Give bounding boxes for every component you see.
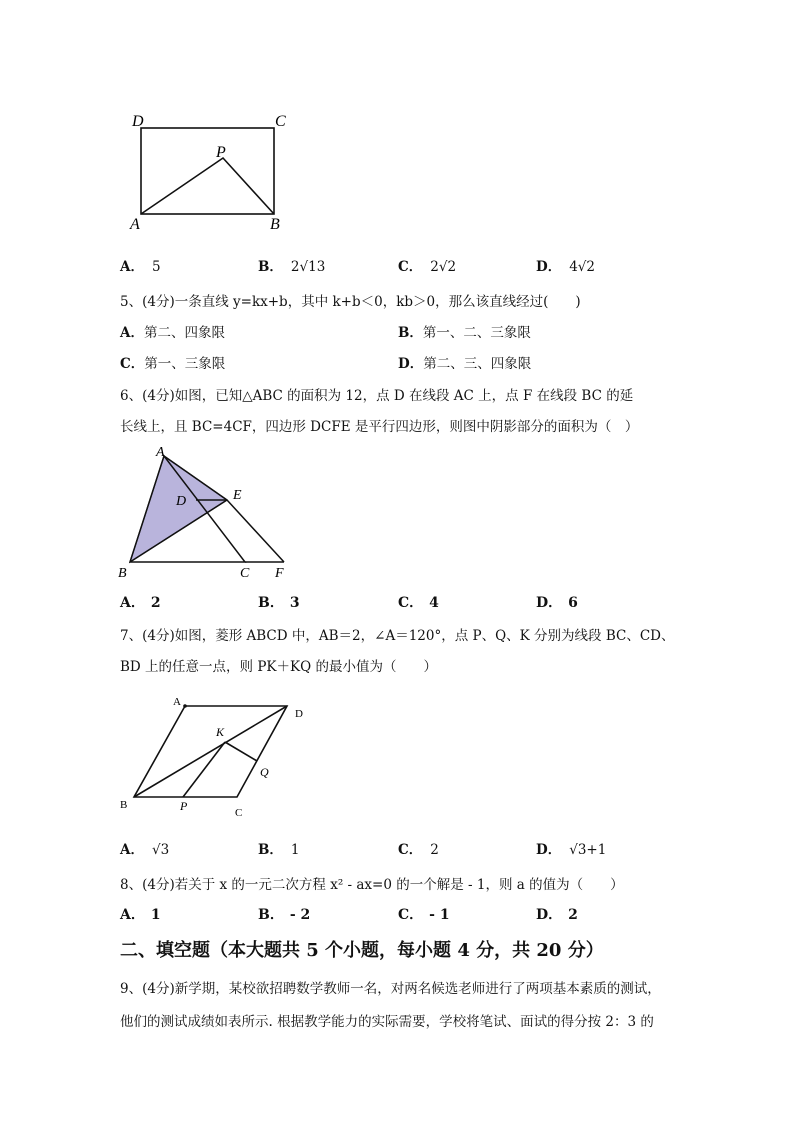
q6-option-b: B． 3: [258, 595, 300, 611]
q6-option-c: C． 4: [398, 595, 439, 611]
label-a: A: [173, 696, 181, 708]
q9-stem-line2: 他们的测试成绩如表所示. 根据教学能力的实际需要，学校将笔试、面试的得分按 2：3 的: [120, 1014, 654, 1030]
q8-option-b: B． - 2: [258, 907, 311, 923]
figure-q6-triangle: [112, 443, 302, 583]
q5-option-c: C．第一、三象限: [120, 356, 226, 372]
label-b: B: [120, 799, 128, 811]
figure-q7-rhombus: [112, 690, 322, 825]
q5-option-b: B．第一、二、三象限: [398, 325, 531, 341]
label-b: B: [118, 566, 127, 581]
segment-kq: [225, 742, 257, 761]
label-d: D: [176, 494, 187, 509]
triangle-apb: [141, 158, 274, 214]
label-c: C: [235, 807, 243, 819]
q8-option-a: A． 1: [120, 907, 161, 923]
q6-stem-line1: 6、(4分)如图，已知△ABC 的面积为 12，点 D 在线段 AC 上，点 F 在线段 BC 的延: [120, 388, 634, 404]
q6-option-a: A． 2: [120, 595, 161, 611]
q4-option-d: D． 4√2: [536, 259, 595, 275]
q4-option-b: B． 2√13: [258, 259, 326, 275]
q7-option-a: A． √3: [120, 842, 170, 858]
q4-option-c: C． 2√2: [398, 259, 457, 275]
segment-ef: [227, 500, 284, 562]
label-e: E: [233, 488, 242, 503]
label-k: K: [216, 725, 225, 739]
label-c: C: [275, 113, 286, 130]
q7-option-c: C． 2: [398, 842, 439, 858]
label-c: C: [240, 566, 250, 581]
q7-stem-line2: BD 上的任意一点，则 PK＋KQ 的最小值为（ ）: [120, 659, 437, 675]
label-a: A: [130, 216, 140, 233]
q7-option-b: B． 1: [258, 842, 300, 858]
q5-stem: 5、(4分)一条直线 y=kx+b，其中 k+b＜0，kb＞0，那么该直线经过( ): [120, 294, 581, 310]
label-b: B: [270, 216, 280, 233]
diagonal-bd: [134, 706, 287, 797]
q5-option-d: D．第二、三、四象限: [398, 356, 532, 372]
label-q: Q: [260, 765, 269, 779]
label-d: D: [295, 708, 303, 720]
label-p: P: [216, 144, 226, 161]
q7-stem-line1: 7、(4分)如图，菱形 ABCD 中，AB＝2，∠A＝120°，点 P、Q、K 分别为线段 BC、CD、: [120, 628, 675, 644]
figure-rectangle-abcd: [120, 105, 310, 235]
label-d: D: [132, 113, 144, 130]
q4-option-a: A． 5: [120, 259, 161, 275]
label-f: F: [275, 566, 284, 581]
q8-option-c: C． - 1: [398, 907, 450, 923]
q9-stem-line1: 9、(4分)新学期，某校欲招聘数学教师一名，对两名候选老师进行了两项基本素质的测试，: [120, 981, 661, 997]
segment-pk: [183, 742, 225, 797]
q8-stem: 8、(4分)若关于 x 的一元二次方程 x² - ax=0 的一个解是 - 1，则 a 的值为（ ）: [120, 877, 624, 893]
label-p: P: [180, 799, 188, 813]
q6-option-d: D． 6: [536, 595, 578, 611]
q6-stem-line2: 长线上，且 BC=4CF，四边形 DCFE 是平行四边形，则图中阴影部分的面积为（ ）: [120, 419, 639, 435]
q5-option-a: A．第二、四象限: [120, 325, 225, 341]
q8-option-d: D． 2: [536, 907, 578, 923]
label-a: A: [156, 445, 165, 460]
section-title-fill-in: 二、填空题（本大题共 5 个小题，每小题 4 分，共 20 分）: [120, 940, 604, 961]
q7-option-d: D． √3+1: [536, 842, 607, 858]
